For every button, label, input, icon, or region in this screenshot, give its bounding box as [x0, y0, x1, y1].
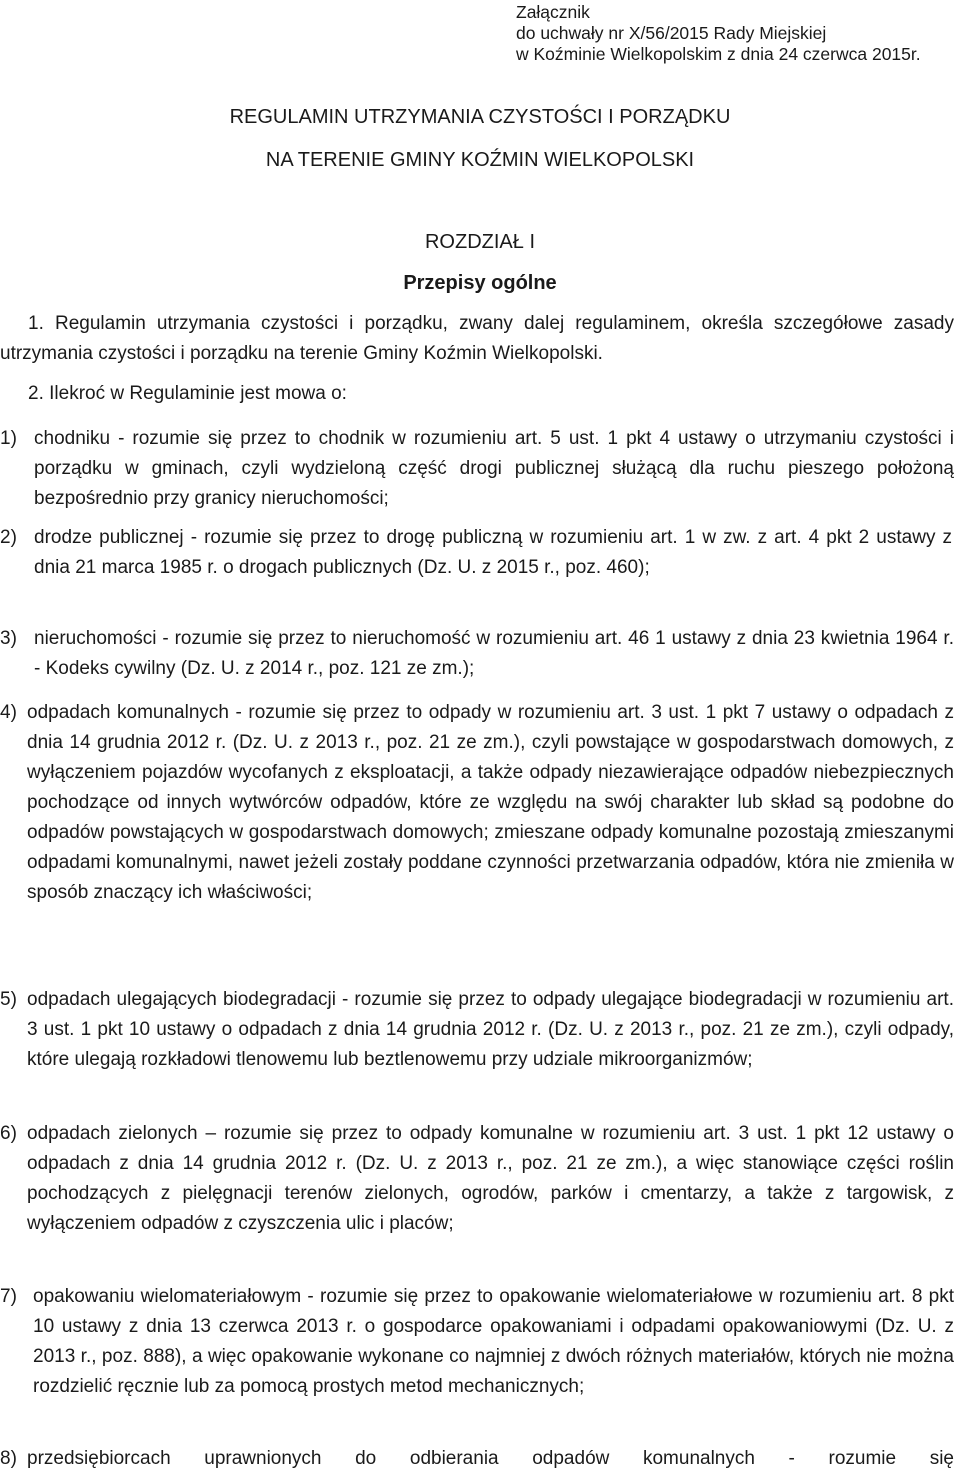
- section-2-text: Ilekroć w Regulaminie jest mowa o:: [49, 383, 347, 404]
- item-number: 4): [0, 702, 17, 723]
- annex-header: [516, 2, 921, 65]
- chapter-number: ROZDZIAŁ I: [424, 231, 535, 253]
- definition-item-8: [0, 1444, 954, 1474]
- annex-label: Załącznik: [516, 2, 590, 22]
- item-number: 8): [0, 1448, 17, 1469]
- section-1-text: Regulamin utrzymania czystości i porządku, zwany dalej regulaminem, określa szczegółowe zasady utrzymania czystości i porządku na terenie Gminy Koźmin Wielkopolski.: [0, 313, 954, 364]
- definition-item-3: [0, 624, 954, 684]
- definition-item-7: [0, 1282, 954, 1402]
- item-text: chodniku - rozumie się przez to chodnik w rozumieniu art. 5 ust. 1 pkt 4 ustawy o utrzymaniu czystości i porządku w gminach, czyli wydzieloną część drogi publicznej służącą dla ruchu pieszego położoną bezpośrednio przy granicy nieruchomości;: [34, 428, 954, 509]
- section-1-number: 1.: [28, 313, 44, 334]
- annex-resolution: do uchwały nr X/56/2015 Rady Miejskiej: [516, 23, 827, 43]
- definition-item-4: [0, 698, 954, 908]
- chapter-name: Przepisy ogólne: [403, 272, 557, 294]
- item-number: 7): [0, 1286, 17, 1307]
- definition-item-6: [0, 1119, 954, 1239]
- item-number: 3): [0, 628, 17, 649]
- definition-item-2: [0, 523, 954, 583]
- item-number: 2): [0, 527, 17, 548]
- item-text: odpadach zielonych – rozumie się przez to odpady komunalne w rozumieniu art. 3 ust. 1 pkt 12 ustawy o odpadach z dnia 14 grudnia 2012 r. (Dz. U. z 2013 r., poz. 21 ze zm.), a więc stanowiące części roślin pochodzących z pielęgnacji terenów zielonych, ogrodów, parków i cmentarzy, a także z targowisk, z wyłączeniem odpadów z czyszczenia ulic i placów;: [27, 1123, 954, 1234]
- item-number: 6): [0, 1123, 17, 1144]
- section-2: [28, 379, 948, 409]
- item-number: 5): [0, 989, 17, 1010]
- annex-date: w Koźminie Wielkopolskim z dnia 24 czerwca 2015r.: [516, 44, 921, 64]
- item-text: odpadach ulegających biodegradacji - rozumie się przez to odpady ulegające biodegradacji w rozumieniu art. 3 ust. 1 pkt 10 ustawy o odpadach z dnia 14 grudnia 2012 r. (Dz. U. z 2013 r., poz. 21 ze zm.), czyli odpady, które ulegają rozkładowi tlenowemu lub beztlenowemu przy udziale mikroorganizmów;: [27, 989, 954, 1070]
- document-title-line1: REGULAMIN UTRZYMANIA CZYSTOŚCI I PORZĄDKU: [229, 106, 731, 128]
- item-text: opakowaniu wielomateriałowym - rozumie się przez to opakowanie wielomateriałowe w rozumieniu art. 8 pkt 10 ustawy z dnia 13 czerwca 2013 r. o gospodarce opakowaniami i odpadami opakowaniowymi (Dz. U. z 2013 r., poz. 888), a więc opakowanie wykonane co najmniej z dwóch różnych materiałów, których nie można rozdzielić ręcznie lub za pomocą prostych metod mechanicznych;: [33, 1286, 954, 1397]
- definition-item-5: [0, 985, 954, 1075]
- section-2-number: 2.: [28, 383, 44, 404]
- item-text: odpadach komunalnych - rozumie się przez to odpady w rozumieniu art. 3 ust. 1 pkt 7 ustawy o odpadach z dnia 14 grudnia 2012 r. (Dz. U. z 2013 r., poz. 21 ze zm.), czyli powstające w gospodarstwach domowych, z wyłączeniem pojazdów wycofanych z eksploatacji, a także odpady niezawierające odpadów niebezpiecznych pochodzące od innych wytwórców odpadów, które ze względu na swój charakter lub skład są podobne do odpadów powstających w gospodarstwach domowych; zmieszane odpady komunalne pozostają zmieszanymi odpadami komunalnymi, nawet jeżeli zostały poddane czynności przetwarzania odpadów, która nie zmieniła w sposób znaczący ich właściwości;: [27, 702, 954, 903]
- item-text: nieruchomości - rozumie się przez to nieruchomość w rozumieniu art. 46 1 ustawy z dnia 23 kwietnia 1964 r. - Kodeks cywilny (Dz. U. z 2014 r., poz. 121 ze zm.);: [34, 628, 954, 679]
- document-title-line2: NA TERENIE GMINY KOŹMIN WIELKOPOLSKI: [265, 149, 695, 171]
- definition-item-1: [0, 424, 954, 514]
- item-text: drodze publicznej - rozumie się przez to drogę publiczną w rozumieniu art. 1 w zw. z art. 4 pkt 2 ustawy z dnia 21 marca 1985 r. o drogach publicznych (Dz. U. z 2015 r., poz. 460);: [34, 527, 952, 578]
- item-number: 1): [0, 428, 17, 449]
- section-1: [0, 309, 954, 369]
- item-text: przedsiębiorcach uprawnionych do odbierania odpadów komunalnych - rozumie się: [27, 1448, 954, 1469]
